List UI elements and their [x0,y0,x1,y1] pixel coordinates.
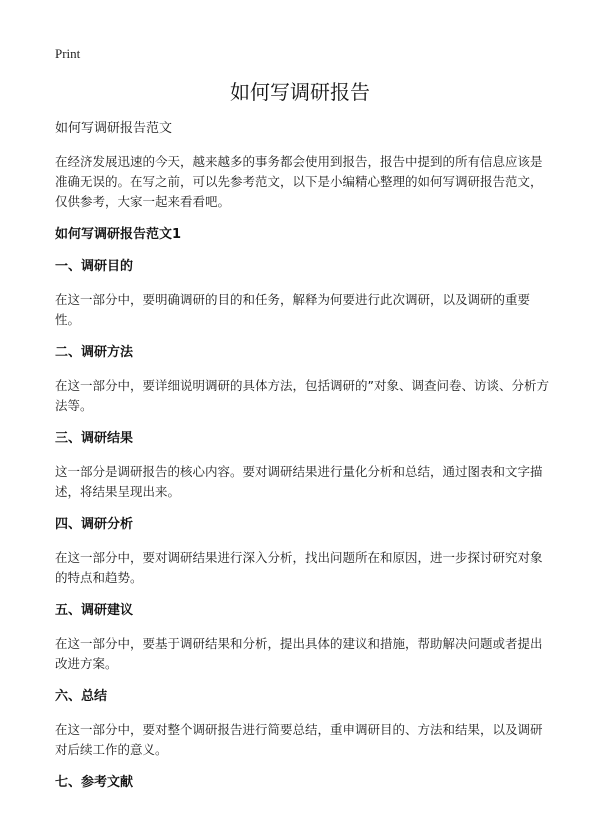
print-label[interactable]: Print [55,46,81,61]
section-heading-analysis: 四、调研分析 [55,517,134,532]
section-body-suggestions: 在这一部分中，要基于调研结果和分析，提出具体的建议和措施，帮助解决问题或者提出改进方案。 [55,636,543,671]
document-body [55,120,550,806]
section-heading-suggestions: 五、调研建议 [55,603,134,618]
section-body-analysis: 在这一部分中，要对调研结果进行深入分析，找出问题所在和原因，进一步探讨研究对象的特点和趋势。 [55,550,543,585]
section-body-results: 这一部分是调研报告的核心内容。要对调研结果进行量化分析和总结，通过图表和文字描述，将结果呈现出来。 [55,464,543,499]
section-body-summary: 在这一部分中，要对整个调研报告进行简要总结，重申调研目的、方法和结果，以及调研对后续工作的意义。 [55,722,543,757]
section-heading-purpose: 一、调研目的 [55,259,134,274]
document-subtitle: 如何写调研报告范文 [55,121,173,136]
section-body-method: 在这一部分中，要详细说明调研的具体方法，包括调研的”对象、调查问卷、访谈、分析方法等。 [55,378,549,413]
section-body-purpose: 在这一部分中，要明确调研的目的和任务，解释为何要进行此次调研，以及调研的重要性。 [55,292,531,327]
section-heading-results: 三、调研结果 [55,431,134,446]
document-title: 如何写调研报告 [230,80,370,104]
section-heading-references: 七、参考文献 [55,775,134,790]
example-title: 如何写调研报告范文1 [55,227,182,242]
section-heading-summary: 六、总结 [55,689,108,704]
intro-paragraph: 在经济发展迅速的今天，越来越多的事务都会使用到报告，报告中提到的所有信息应该是准确无误的。在写之前，可以先参考范文，以下是小编精心整理的如何写调研报告范文，仅供参考，大家一起来看看吧。 [55,154,543,209]
section-heading-method: 二、调研方法 [55,345,134,360]
